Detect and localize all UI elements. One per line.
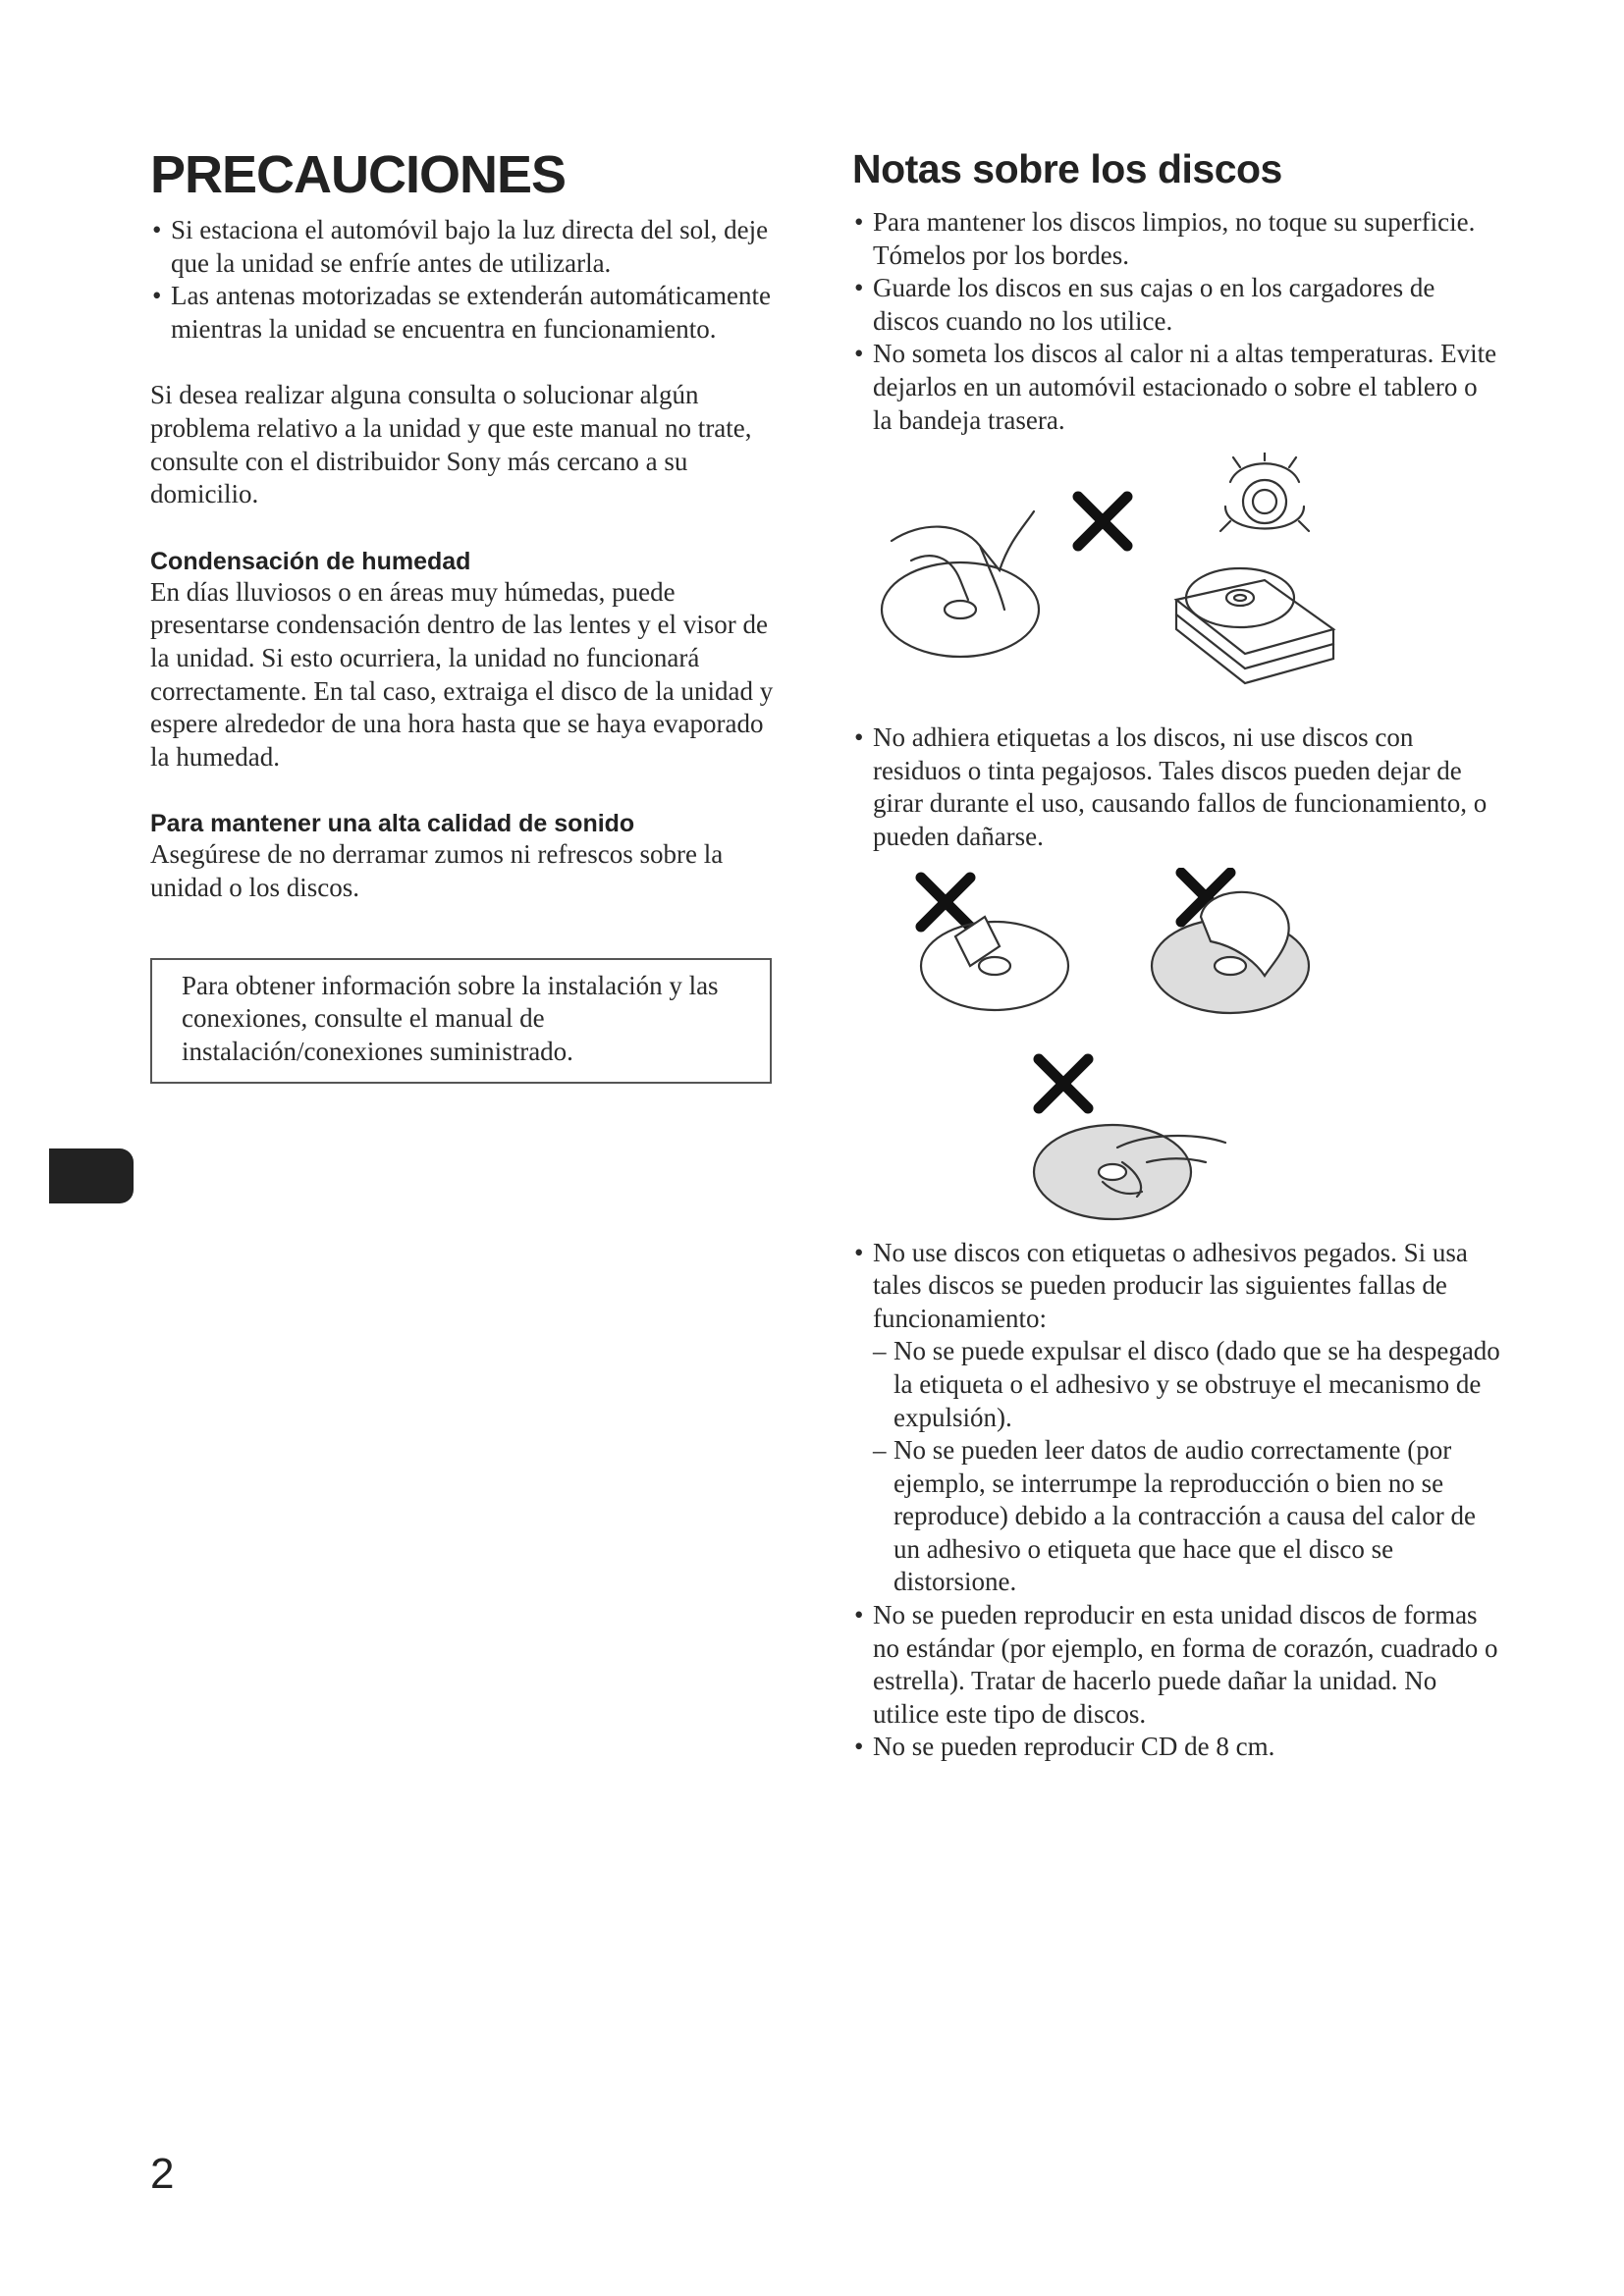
sound-section — [150, 809, 779, 904]
prohibited-x-icon — [1078, 497, 1127, 546]
sound-heading: Para mantener una alta calidad de sonido — [150, 810, 635, 838]
disc-notes-list-a — [852, 206, 1500, 437]
list-item: • No se pueden reproducir en esta unidad discos de formas no estándar (por ejemplo, en forma de corazón, cuadrado o estrella). Tratar de hacerlo puede dañar la unidad. No utilice este tipo de discos. — [852, 1599, 1500, 1731]
sun-heat-icon — [1220, 453, 1309, 531]
installation-note-text: Para obtener información sobre la instalación y las conexiones, consulte el manual de instalación/conexiones suministrado. — [182, 970, 719, 1066]
list-item: • No someta los discos al calor ni a altas temperaturas. Evite dejarlos en un automóvil estacionado o sobre el tablero o la bandeja trasera. — [852, 338, 1500, 437]
sound-body: Asegúrese de no derramar zumos ni refrescos sobre la unidad o los discos. — [150, 839, 724, 902]
right-column — [852, 137, 1500, 1764]
installation-note-box — [150, 958, 772, 1085]
section-title: Notas sobre los discos — [852, 146, 1282, 191]
held-disc-icon — [882, 511, 1039, 657]
consult-paragraph: Si desea realizar alguna consulta o solucionar algún problema relativo a la unidad y que este manual no trate, consulte con el distribuidor Sony más cercano a su domicilio. — [150, 380, 752, 509]
humidity-heading: Condensación de humedad — [150, 547, 471, 575]
residue-disc-icon — [1152, 891, 1309, 1012]
list-item: • Las antenas motorizadas se extenderán automáticamente mientras la unidad se encuentra en funcionamiento. — [150, 280, 779, 346]
list-item: – No se puede expulsar el disco (dado que se ha despegado la etiqueta o el adhesivo y se obstruye el mecanismo de expulsión). — [873, 1335, 1500, 1434]
list-item: • Guarde los discos en sus cajas o en los cargadores de discos cuando no los utilice. — [852, 272, 1500, 338]
precautions-list — [150, 214, 779, 346]
language-tab-marker — [49, 1148, 134, 1203]
list-item: • No use discos con etiquetas o adhesivos pegados. Si usa tales discos se pueden producir las siguientes fallas de funcionamiento: — [852, 1237, 1500, 1336]
disc-label-illustration — [852, 868, 1343, 1221]
labeled-disc-icon — [921, 917, 1068, 1010]
disc-notes-list-b — [852, 721, 1500, 853]
humidity-body: En días lluviosos o en áreas muy húmedas, puede presentarse condensación dentro de las lentes y el visor de la unidad. Si esto ocurriera, la unidad no funcionará correctamente. En tal caso, extraiga el disco de la unidad y espere alrededor de una hora hasta que se haya evaporado la humedad. — [150, 576, 774, 772]
prohibited-x-icon — [921, 878, 970, 927]
page-title: PRECAUCIONES — [150, 145, 567, 204]
list-item: • No se pueden reproducir CD de 8 cm. — [852, 1731, 1500, 1764]
disc-notes-list-c — [852, 1237, 1500, 1765]
list-item: • Para mantener los discos limpios, no toque su superficie. Tómelos por los bordes. — [852, 206, 1500, 272]
prohibited-x-icon — [1039, 1059, 1088, 1108]
page-number: 2 — [150, 2150, 175, 2198]
list-item: • Si estaciona el automóvil bajo la luz directa del sol, deje que la unidad se enfríe antes de utilizarla. — [150, 214, 779, 280]
left-column — [150, 137, 779, 1084]
list-item: – No se pueden leer datos de audio correctamente (por ejemplo, se interrumpe la reproducción o bien no se reproduce) debido a la contracción a causa del calor de un adhesivo o etiqueta que hace que el disco se distorsione. — [873, 1434, 1500, 1599]
list-item: • No adhiera etiquetas a los discos, ni use discos con residuos o tinta pegajosos. Tales discos pueden dejar de girar durante el uso, causando fallos de funcionamiento, o pueden dañarse. — [852, 721, 1500, 853]
disc-on-case-icon — [1176, 568, 1333, 683]
humidity-section — [150, 547, 779, 774]
ink-disc-icon — [1034, 1125, 1225, 1219]
disc-handling-illustration — [852, 453, 1343, 708]
